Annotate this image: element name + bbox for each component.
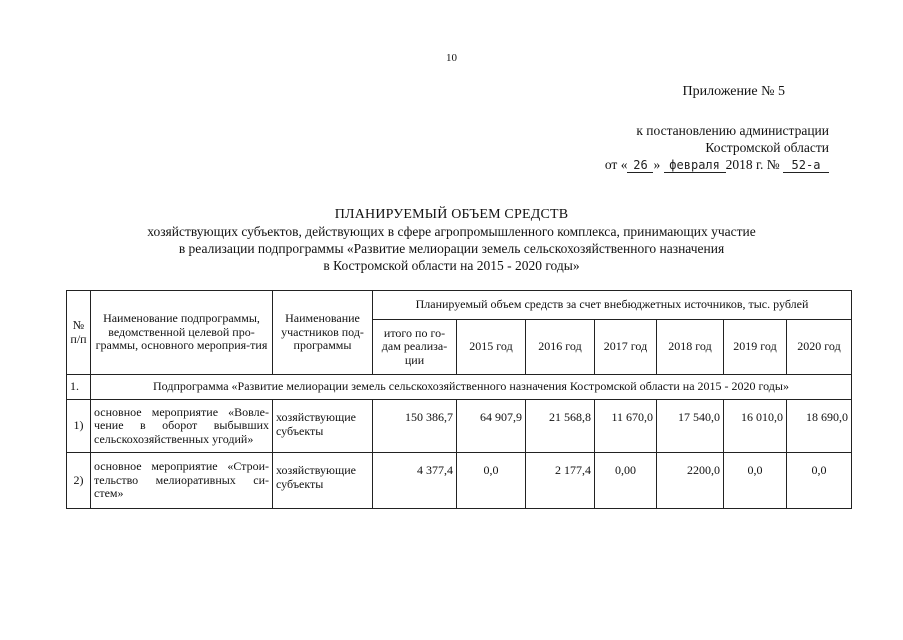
- row-2015: 0,0: [457, 453, 526, 509]
- row-2019: 16 010,0: [724, 400, 787, 453]
- date-day: 26: [627, 159, 653, 173]
- table-row: [67, 453, 852, 509]
- row-2019: 0,0: [724, 453, 787, 509]
- row-participants: хозяйствующие субъекты: [273, 400, 373, 453]
- row-participants: хозяйствующие субъекты: [273, 453, 373, 509]
- date-mid: »: [653, 157, 661, 172]
- appendix-label: Приложение № 5: [682, 84, 785, 99]
- document-title: [0, 206, 903, 274]
- header-row-1: [67, 291, 852, 320]
- row-total: 150 386,7: [373, 400, 457, 453]
- date-prefix: от «: [604, 157, 628, 172]
- header-2015: 2015 год: [457, 320, 526, 375]
- row-2020: 0,0: [787, 453, 852, 509]
- planned-funds-table: [66, 290, 852, 509]
- title-line-3: в реализации подпрограммы «Развитие мелиорации земель сельскохозяйственного назначения: [178, 241, 725, 256]
- row-2015: 64 907,9: [457, 400, 526, 453]
- row-2017: 0,00: [595, 453, 657, 509]
- header-2017: 2017 год: [595, 320, 657, 375]
- section-num: 1.: [67, 375, 91, 400]
- header-total: итого по го-дам реализа-ции: [373, 320, 457, 375]
- row-name: основное мероприятие «Вовле-чение в оборот выбывших сельскохозяйственных угодий»: [91, 400, 273, 453]
- header-2019: 2019 год: [724, 320, 787, 375]
- row-num: 2): [67, 453, 91, 509]
- section-title: Подпрограмма «Развитие мелиорации земель сельскохозяйственного назначения Костромской области на 2015 - 2020 годы»: [91, 375, 852, 400]
- header-2020: 2020 год: [787, 320, 852, 375]
- title-line-1: ПЛАНИРУЕМЫЙ ОБЪЕМ СРЕДСТВ: [334, 207, 569, 222]
- row-2018: 2200,0: [657, 453, 724, 509]
- resolution-line-1: к постановлению администрации: [636, 123, 829, 138]
- title-line-2: хозяйствующих субъектов, действующих в сфере агропромышленного комплекса, принимающих участие: [147, 224, 756, 239]
- header-name: Наименование подпрограммы, ведомственной целевой про-граммы, основного мероприя-тия: [91, 291, 273, 375]
- page-number: 10: [446, 52, 457, 64]
- resolution-reference: [605, 122, 829, 173]
- resolution-date-line: [605, 156, 829, 173]
- row-2016: 21 568,8: [526, 400, 595, 453]
- header-participants: Наименование участников под-программы: [273, 291, 373, 375]
- table-row: [67, 400, 852, 453]
- resolution-number: 52-а: [783, 159, 829, 173]
- row-2016: 2 177,4: [526, 453, 595, 509]
- header-2018: 2018 год: [657, 320, 724, 375]
- title-line-4: в Костромской области на 2015 - 2020 годы»: [323, 258, 580, 273]
- header-2016: 2016 год: [526, 320, 595, 375]
- header-num: № п/п: [67, 291, 91, 375]
- row-total: 4 377,4: [373, 453, 457, 509]
- section-row: [67, 375, 852, 400]
- row-num: 1): [67, 400, 91, 453]
- date-year: 2018 г. №: [725, 157, 780, 172]
- date-month: февраля: [664, 159, 726, 173]
- resolution-line-2: Костромской области: [705, 140, 829, 155]
- row-2017: 11 670,0: [595, 400, 657, 453]
- row-2018: 17 540,0: [657, 400, 724, 453]
- header-planned: Планируемый объем средств за счет внебюджетных источников, тыс. рублей: [373, 291, 852, 320]
- row-2020: 18 690,0: [787, 400, 852, 453]
- row-name: основное мероприятие «Строи-тельство мелиоративных си-стем»: [91, 453, 273, 509]
